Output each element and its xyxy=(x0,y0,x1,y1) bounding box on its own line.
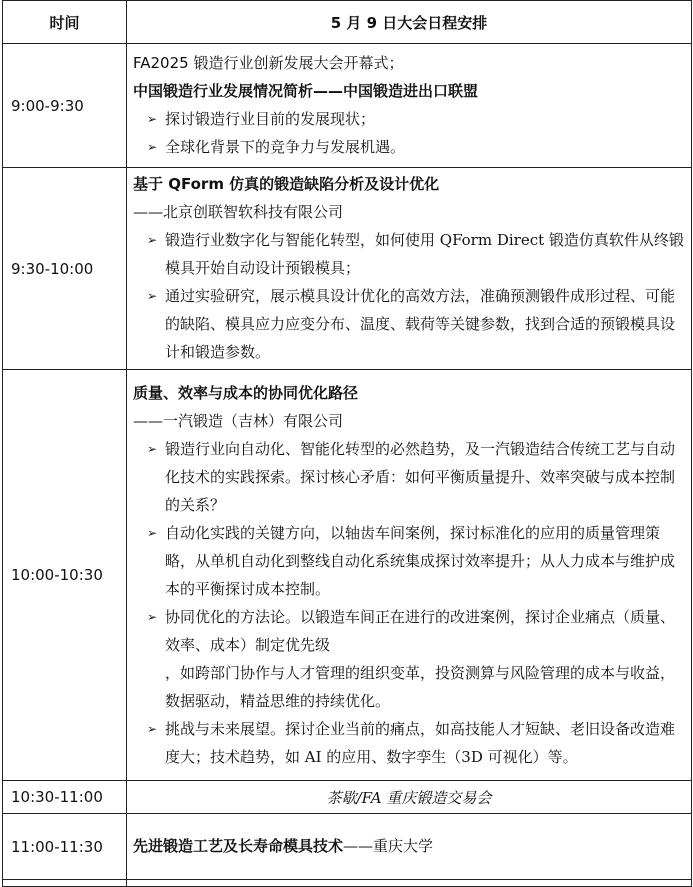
list-item: ➢ 挑战与未来展望。探讨企业当前的痛点，如高技能人才短缺、老旧设备改造难度大；技术趋势，如 AI 的应用、数字孪生（3D 可视化）等。 xyxy=(133,715,685,771)
table-row xyxy=(3,44,692,168)
session-title: 中国锻造行业发展情况简析——中国锻造进出口联盟 xyxy=(133,82,479,100)
time-cell: 9:30-10:00 xyxy=(3,168,127,370)
time-cell: 9:00-9:30 xyxy=(3,44,127,168)
content-cell xyxy=(127,44,692,168)
list-item: ➢ 协同优化的方法论。以锻造车间正在进行的改进案例，探讨企业痛点（质量、效率、成本）制定优先级 xyxy=(133,603,685,659)
list-item: ➢ 探讨锻造行业目前的发展现状； xyxy=(133,105,685,133)
arrow-right-icon: ➢ xyxy=(147,609,158,624)
table-header-row xyxy=(3,1,692,44)
table-row-partial xyxy=(3,880,692,887)
table-row xyxy=(3,370,692,781)
arrow-right-icon: ➢ xyxy=(147,441,158,456)
arrow-right-icon: ➢ xyxy=(147,112,158,126)
session-org: ——一汽锻造（吉林）有限公司 xyxy=(133,411,344,430)
arrow-right-icon: ➢ xyxy=(147,525,158,540)
time-cell: 11:00-11:30 xyxy=(3,814,127,880)
table-row xyxy=(3,168,692,370)
opening-line: FA2025 锻造行业创新发展大会开幕式； xyxy=(133,54,404,72)
list-item: ➢ 通过实验研究，展示模具设计优化的高效方法，准确预测锻件成形过程、可能的缺陷、模具应力应变分布、温度、载荷等关键参数，找到合适的预锻模具设计和锻造参数。 xyxy=(133,282,685,366)
arrow-right-icon: ➢ xyxy=(147,721,158,736)
header-schedule: 5 月 9 日大会日程安排 xyxy=(127,1,692,44)
session-title: 质量、效率与成本的协同优化路径 xyxy=(133,383,359,402)
time-cell: 10:30-11:00 xyxy=(3,781,127,814)
session-title: 基于 QForm 仿真的锻造缺陷分析及设计优化 xyxy=(133,175,440,193)
list-item: ➢ 锻造行业向自动化、智能化转型的必然趋势，及一汽锻造结合传统工艺与自动化技术的实践探索。探讨核心矛盾：如何平衡质量提升、效率突破与成本控制的关系？ xyxy=(133,435,685,519)
content-cell xyxy=(127,814,692,880)
session-org: ——重庆大学 xyxy=(343,837,434,855)
break-cell: 茶歇/FA 重庆锻造交易会 xyxy=(127,781,692,814)
list-item: ➢ 自动化实践的关键方向，以轴齿车间案例，探讨标准化的应用的质量管理策略，从单机自动化到整线自动化系统集成探讨效率提升；从人力成本与维护成本的平衡探讨成本控制。 xyxy=(133,519,685,603)
content-cell xyxy=(127,168,692,370)
time-cell: 10:00-10:30 xyxy=(3,370,127,781)
schedule-table xyxy=(2,0,692,887)
list-item: ➢ 全球化背景下的竞争力与发展机遇。 xyxy=(133,133,685,161)
header-time: 时间 xyxy=(3,1,127,44)
session-org: ——北京创联智软科技有限公司 xyxy=(133,203,344,221)
list-item-continuation: ，如跨部门协作与人才管理的组织变革，投资测算与风险管理的成本与收益，数据驱动，精益思维的持续优化。 xyxy=(165,663,676,710)
table-row xyxy=(3,781,692,814)
arrow-right-icon: ➢ xyxy=(147,233,158,247)
list-item: ➢ 锻造行业数字化与智能化转型，如何使用 QForm Direct 锻造仿真软件从终锻模具开始自动设计预锻模具； xyxy=(133,226,685,282)
session-title: 先进锻造工艺及长寿命模具技术 xyxy=(133,837,344,855)
arrow-right-icon: ➢ xyxy=(147,289,158,303)
table-row xyxy=(3,814,692,880)
content-cell xyxy=(127,370,692,781)
arrow-right-icon: ➢ xyxy=(147,140,158,154)
